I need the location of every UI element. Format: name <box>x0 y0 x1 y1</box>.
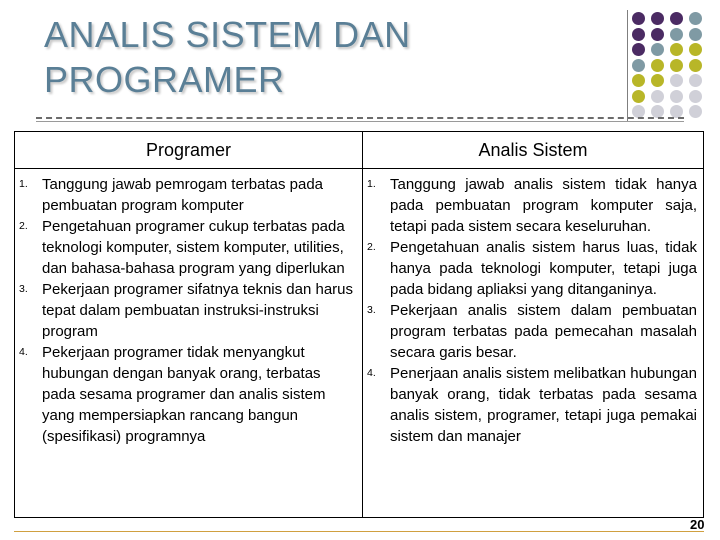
decorative-dot-grid <box>632 12 720 120</box>
table-header-row <box>15 132 704 169</box>
decorative-dot <box>632 12 645 25</box>
decorative-dot <box>651 74 664 87</box>
page-number: 20 <box>690 517 705 532</box>
decorative-dot <box>689 12 702 25</box>
decorative-dot <box>651 90 664 103</box>
decorative-dot <box>632 43 645 56</box>
decorative-dot <box>632 59 645 72</box>
programer-cell <box>15 169 363 518</box>
analis-sistem-cell <box>363 169 704 518</box>
item-number: 2. <box>19 220 28 232</box>
decorative-dot <box>670 59 683 72</box>
item-text: Pekerjaan analis sistem dalam pembuatan program terbatas pada pemecahan masalah secara garis besar. <box>390 302 697 361</box>
decorative-dot <box>651 43 664 56</box>
item-text: Tanggung jawab analis sistem tidak hanya pada pembuatan program komputer saja, tetapi pada sistem secara keseluruhan. <box>390 176 697 235</box>
decorative-dot <box>632 90 645 103</box>
page-title <box>44 12 604 102</box>
title-line-2: PROGRAMER <box>44 59 285 100</box>
header-programer: Programer <box>15 132 363 169</box>
decorative-vertical-line <box>627 10 628 122</box>
programer-list <box>15 169 362 447</box>
decorative-dot <box>689 59 702 72</box>
decorative-dot <box>670 43 683 56</box>
decorative-dot <box>651 59 664 72</box>
item-text: Pekerjaan programer sifatnya teknis dan harus tepat dalam pembuatan instruksi-instruksi program <box>42 281 354 340</box>
item-number: 1. <box>19 178 28 190</box>
decorative-dot <box>651 12 664 25</box>
item-text: Penerjaan analis sistem melibatkan hubungan banyak orang, tidak terbatas pada sesama analis sistem, programer, tetapi juga pemakai sistem dan manajer <box>390 365 697 445</box>
list-item <box>363 237 697 300</box>
item-number: 4. <box>19 346 28 358</box>
decorative-dot <box>689 105 702 118</box>
list-item <box>363 363 697 447</box>
decorative-dot <box>689 28 702 41</box>
item-number: 3. <box>367 304 376 316</box>
decorative-dot <box>689 74 702 87</box>
list-item <box>15 216 354 279</box>
decorative-dot <box>689 43 702 56</box>
decorative-dot <box>689 90 702 103</box>
decorative-dot <box>632 74 645 87</box>
list-item <box>15 174 354 216</box>
item-text: Tanggung jawab pemrogam terbatas pada pembuatan program komputer <box>42 176 324 214</box>
item-number: 1. <box>367 178 376 190</box>
decorative-dot <box>670 90 683 103</box>
item-number: 4. <box>367 367 376 379</box>
footer-line <box>14 531 704 532</box>
header-analis-sistem: Analis Sistem <box>363 132 704 169</box>
table-body-row <box>15 169 704 518</box>
item-number: 3. <box>19 283 28 295</box>
decorative-dot <box>670 74 683 87</box>
list-item <box>15 342 354 447</box>
item-text: Pekerjaan programer tidak menyangkut hubungan dengan banyak orang, terbatas pada sesama programer dan analis sistem yang mempersiapkan rancang bangun (spesifikasi) programnya <box>42 344 326 445</box>
title-line-1: ANALIS SISTEM DAN <box>44 14 411 55</box>
comparison-table <box>14 131 704 518</box>
decorative-dot <box>670 12 683 25</box>
decorative-dot <box>632 28 645 41</box>
decorative-dot <box>670 28 683 41</box>
item-number: 2. <box>367 241 376 253</box>
list-item <box>363 300 697 363</box>
title-divider-underline <box>36 121 684 122</box>
item-text: Pengetahuan analis sistem harus luas, tidak hanya pada teknologi komputer, tetapi juga pada bidang apliaksi yang ditanganinya. <box>390 239 697 298</box>
title-divider <box>36 117 684 119</box>
list-item <box>363 174 697 237</box>
decorative-dot <box>651 28 664 41</box>
analis-sistem-list <box>363 169 703 447</box>
list-item <box>15 279 354 342</box>
item-text: Pengetahuan programer cukup terbatas pada teknologi komputer, sistem komputer, utilities, dan bahasa-bahasa program yang diperlukan <box>42 218 345 277</box>
